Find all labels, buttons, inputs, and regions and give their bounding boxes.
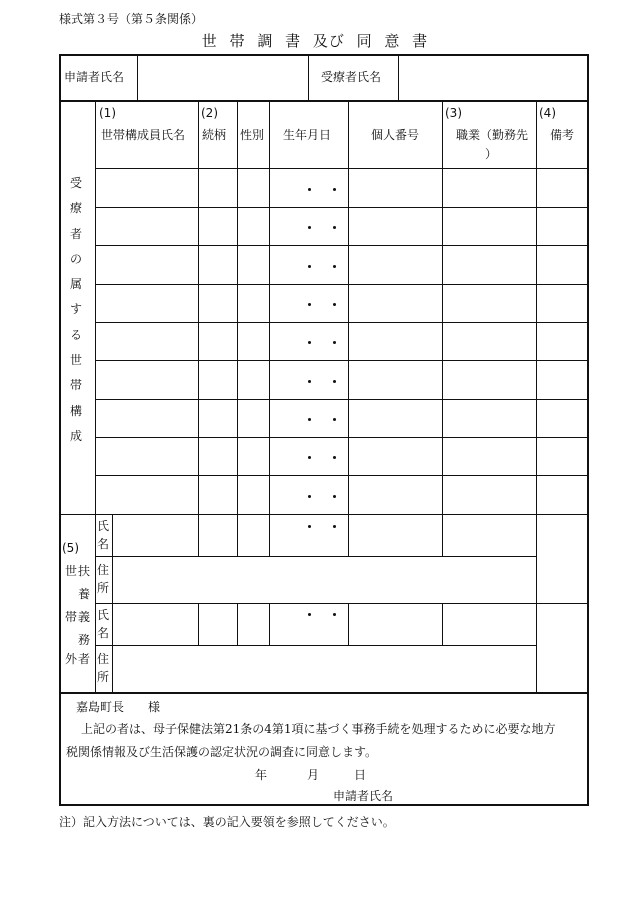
consent-text-line-2: 税関係情報及び生活保護の認定状況の調査に同意します。 [66, 745, 378, 759]
applicant-name-field[interactable] [138, 56, 307, 99]
birthdate-separator [333, 341, 336, 344]
birthdate-separator [333, 265, 336, 268]
column-marker-1: (1) [99, 106, 116, 120]
birthdate-separator [308, 265, 311, 268]
birthdate-separator [333, 495, 336, 498]
birthdate-separator [308, 341, 311, 344]
supporter-1-row[interactable] [113, 515, 535, 555]
form-number: 様式第３号（第５条関係） [59, 12, 204, 26]
signature-label: 申請者氏名 [333, 789, 394, 803]
column-marker-4: (4) [539, 106, 556, 120]
birthdate-separator [308, 188, 311, 191]
birthdate-separator [308, 525, 311, 528]
column-marker-3: (3) [445, 106, 462, 120]
footnote: 注）記入方法については、裏の記入要領を参照してください。 [59, 815, 395, 829]
birthdate-separator [308, 380, 311, 383]
document-title: 世 帯 調 書 及び 同 意 書 [201, 32, 429, 50]
date-day-label: 日 [354, 768, 367, 782]
table-row[interactable] [96, 208, 588, 244]
column-header-occupation: 職業（勤務先 [456, 128, 529, 142]
consent-text-line-1: 上記の者は、母子保健法第21条の4第1項に基づく事務手続を処理するために必要な地方 [81, 722, 556, 736]
outside-label-left-lower: 外 [64, 652, 77, 666]
column-marker-2: (2) [201, 106, 218, 120]
supporter-2-name-label: 氏 名 [97, 608, 110, 640]
table-row[interactable] [96, 323, 588, 359]
section-marker-5: (5) [62, 541, 79, 555]
outside-label-left: 世 帯 [64, 564, 77, 624]
signature-field[interactable] [400, 784, 580, 804]
birthdate-separator [308, 303, 311, 306]
birthdate-separator [333, 456, 336, 459]
birthdate-separator [308, 418, 311, 421]
birthdate-separator [333, 303, 336, 306]
outside-label-right: 扶 養 義 務 [77, 564, 90, 647]
supporter-2-address-label: 住 所 [97, 652, 110, 684]
table-row[interactable] [96, 285, 588, 321]
birthdate-separator [333, 226, 336, 229]
birthdate-separator [333, 418, 336, 421]
column-header-remarks: 備考 [550, 128, 575, 142]
patient-name-label: 受療者氏名 [321, 70, 382, 84]
birthdate-separator [308, 456, 311, 459]
supporter-2-address-field[interactable] [113, 646, 535, 691]
supporter-2-row[interactable] [113, 604, 535, 644]
supporter-1-address-label: 住 所 [97, 563, 110, 595]
date-month-label: 月 [307, 768, 320, 782]
column-header-sex: 性別 [240, 128, 265, 142]
column-header-individual-number: 個人番号 [371, 128, 420, 142]
birthdate-separator [333, 380, 336, 383]
supporter-1-name-label: 氏 名 [97, 519, 110, 551]
patient-name-field[interactable] [399, 56, 587, 99]
addressee: 嘉島町長 様 [76, 700, 161, 714]
column-header-occupation-close: ） [485, 147, 498, 161]
table-row[interactable] [96, 246, 588, 283]
applicant-name-label: 申請者氏名 [64, 70, 125, 84]
household-side-label: 受 療 者 の 属 す る 世 帯 構 成 [69, 176, 82, 443]
table-row[interactable] [96, 400, 588, 436]
column-header-member-name: 世帯構成員氏名 [101, 128, 186, 142]
column-header-birthdate: 生年月日 [283, 128, 332, 142]
supporter-1-address-field[interactable] [113, 557, 535, 602]
table-row[interactable] [96, 169, 588, 206]
table-row[interactable] [96, 361, 588, 398]
birthdate-separator [308, 495, 311, 498]
date-year-label: 年 [255, 768, 268, 782]
birthdate-separator [308, 613, 311, 616]
table-row[interactable] [96, 438, 588, 474]
outside-label-left-lower-2: 者 [77, 652, 90, 666]
birthdate-separator [333, 613, 336, 616]
table-row[interactable] [96, 476, 588, 513]
birthdate-separator [308, 226, 311, 229]
column-header-relationship: 続柄 [202, 128, 227, 142]
birthdate-separator [333, 188, 336, 191]
birthdate-separator [333, 525, 336, 528]
